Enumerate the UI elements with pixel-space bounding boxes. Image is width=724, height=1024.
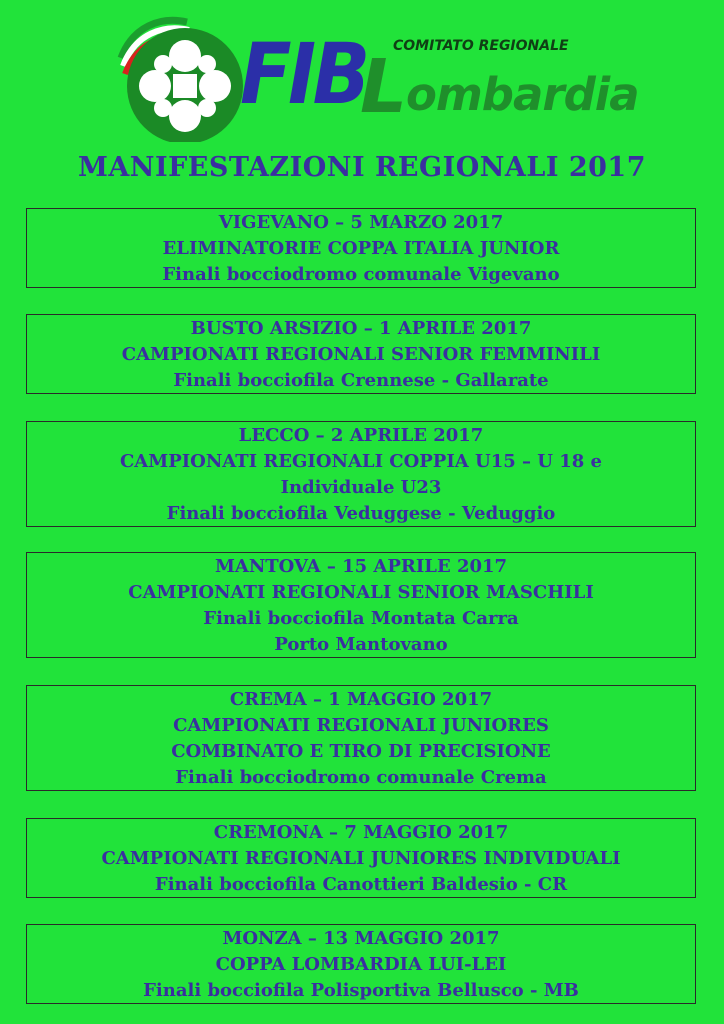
event-box-busto-arsizio bbox=[26, 314, 696, 394]
logo-region-initial: L bbox=[360, 44, 408, 130]
event-venue-line: Finali bocciodromo comunale Vigevano bbox=[162, 264, 560, 285]
event-date-line: VIGEVANO – 5 MARZO 2017 bbox=[218, 212, 504, 233]
event-date-line: CREMONA – 7 MAGGIO 2017 bbox=[213, 822, 509, 843]
event-venue-line: Finali bocciofila Polisportiva Bellusco - MB bbox=[143, 980, 579, 1001]
event-box-vigevano bbox=[26, 208, 696, 288]
event-name-line: CAMPIONATI REGIONALI JUNIORES bbox=[173, 715, 549, 736]
event-date-line: MONZA – 13 MAGGIO 2017 bbox=[222, 928, 500, 949]
event-name-line: CAMPIONATI REGIONALI JUNIORES INDIVIDUALI bbox=[101, 848, 621, 869]
event-name-line: CAMPIONATI REGIONALI SENIOR MASCHILI bbox=[128, 582, 594, 603]
event-date-line: BUSTO ARSIZIO – 1 APRILE 2017 bbox=[190, 318, 532, 339]
event-date-line: CREMA – 1 MAGGIO 2017 bbox=[229, 689, 493, 710]
event-name-line: CAMPIONATI REGIONALI SENIOR FEMMINILI bbox=[121, 344, 601, 365]
event-venue-line: Finali bocciofila Canottieri Baldesio - CR bbox=[154, 874, 568, 895]
event-venue-line: Finali bocciodromo comunale Crema bbox=[175, 767, 547, 788]
event-name-line: ELIMINATORIE COPPA ITALIA JUNIOR bbox=[162, 238, 560, 259]
event-date-line: LECCO – 2 APRILE 2017 bbox=[238, 425, 484, 446]
event-name-line: Individuale U23 bbox=[280, 477, 442, 498]
event-box-cremona bbox=[26, 818, 696, 898]
event-box-crema bbox=[26, 685, 696, 791]
page-title: MANIFESTAZIONI REGIONALI 2017 bbox=[77, 152, 647, 183]
event-venue-line: Finali bocciofila Montata Carra bbox=[203, 608, 519, 629]
logo-subtitle: COMITATO REGIONALE bbox=[393, 38, 569, 54]
event-box-mantova bbox=[26, 552, 696, 658]
event-name-line: COPPA LOMBARDIA LUI-LEI bbox=[215, 954, 507, 975]
logo-region-name: ombardia bbox=[406, 68, 639, 121]
logo-brand-text: FIB bbox=[240, 25, 367, 123]
event-box-monza bbox=[26, 924, 696, 1004]
event-venue-line: Porto Mantovano bbox=[274, 634, 448, 655]
fib-lombardia-logo bbox=[115, 14, 639, 142]
event-date-line: MANTOVA – 15 APRILE 2017 bbox=[214, 556, 508, 577]
event-venue-line: Finali bocciofila Veduggese - Veduggio bbox=[166, 503, 556, 524]
event-name-line: COMBINATO E TIRO DI PRECISIONE bbox=[171, 741, 551, 762]
event-name-line: CAMPIONATI REGIONALI COPPIA U15 – U 18 e bbox=[119, 451, 603, 472]
event-venue-line: Finali bocciofila Crennese - Gallarate bbox=[173, 370, 549, 391]
event-box-lecco bbox=[26, 421, 696, 527]
